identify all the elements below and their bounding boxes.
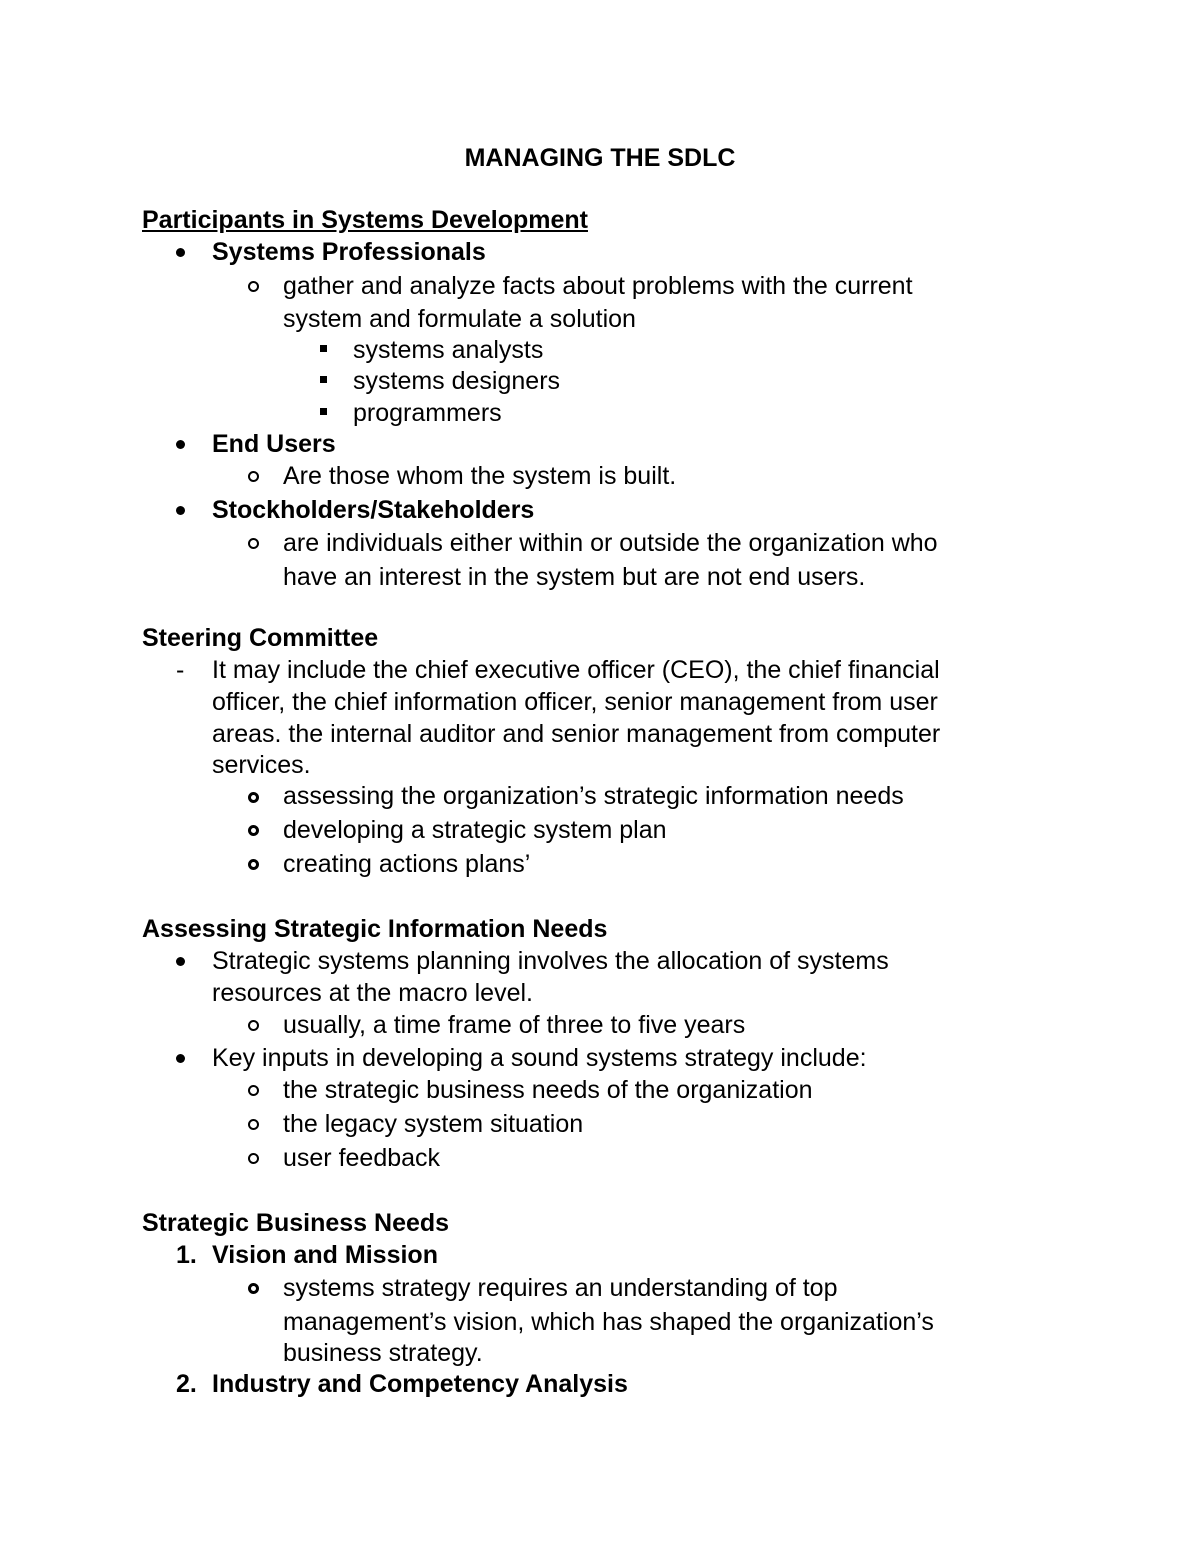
item-industry-competency: Industry and Competency Analysis [212, 1370, 628, 1398]
asn-sub-item: usually, a time frame of three to five years [283, 1011, 746, 1039]
asn-sub-item: the legacy system situation [283, 1110, 584, 1138]
vm-description-line2: management’s vision, which has shaped the organization’s [283, 1308, 934, 1336]
page-title: MANAGING THE SDLC [464, 144, 736, 172]
sc-paragraph-line1: It may include the chief executive officer (CEO), the chief financial [212, 656, 940, 684]
bullet-icon [176, 957, 185, 966]
sc-paragraph-line3: areas. the internal auditor and senior management from computer [212, 720, 941, 748]
circle-bullet-icon [248, 1119, 259, 1130]
asn-sub-item: the strategic business needs of the organization [283, 1076, 813, 1104]
role-item: systems analysts [353, 336, 544, 364]
circle-bullet-icon [248, 471, 259, 482]
dash-bullet: - [176, 656, 185, 684]
circle-bullet-icon [248, 1153, 259, 1164]
square-bullet-icon [320, 345, 327, 352]
circle-bullet-icon [248, 859, 259, 870]
heading-participants: Participants in Systems Development [142, 206, 588, 234]
bullet-icon [176, 506, 185, 515]
item-vision-mission: Vision and Mission [212, 1241, 438, 1269]
circle-bullet-icon [248, 825, 259, 836]
circle-bullet-icon [248, 1020, 259, 1031]
square-bullet-icon [320, 376, 327, 383]
circle-bullet-icon [248, 1283, 259, 1294]
circle-bullet-icon [248, 1085, 259, 1096]
sp-description-line2: system and formulate a solution [283, 305, 636, 333]
sc-item: assessing the organization’s strategic information needs [283, 782, 904, 810]
asn-bullet1-line1: Strategic systems planning involves the allocation of systems [212, 947, 889, 975]
eu-description: Are those whom the system is built. [283, 462, 677, 490]
asn-sub-item: user feedback [283, 1144, 441, 1172]
sp-description-line1: gather and analyze facts about problems with the current [283, 272, 913, 300]
heading-steering-committee: Steering Committee [142, 624, 379, 652]
sc-item: developing a strategic system plan [283, 816, 667, 844]
heading-assessing-needs: Assessing Strategic Information Needs [142, 915, 608, 943]
circle-bullet-icon [248, 281, 259, 292]
sc-paragraph-line4: services. [212, 751, 311, 779]
list-number: 2. [176, 1370, 197, 1398]
sc-item: creating actions plans’ [283, 850, 531, 878]
item-end-users: End Users [212, 430, 336, 458]
vm-description-line1: systems strategy requires an understanding of top [283, 1274, 838, 1302]
asn-bullet2: Key inputs in developing a sound systems strategy include: [212, 1044, 867, 1072]
bullet-icon [176, 248, 185, 257]
square-bullet-icon [320, 408, 327, 415]
sh-description-line2: have an interest in the system but are not end users. [283, 563, 866, 591]
asn-bullet1-line2: resources at the macro level. [212, 979, 533, 1007]
sh-description-line1: are individuals either within or outside the organization who [283, 529, 938, 557]
role-item: systems designers [353, 367, 561, 395]
list-number: 1. [176, 1241, 197, 1269]
item-systems-professionals: Systems Professionals [212, 238, 486, 266]
role-item: programmers [353, 399, 502, 427]
circle-bullet-icon [248, 538, 259, 549]
heading-strategic-business-needs: Strategic Business Needs [142, 1209, 450, 1237]
bullet-icon [176, 1054, 185, 1063]
circle-bullet-icon [248, 792, 259, 803]
sc-paragraph-line2: officer, the chief information officer, senior management from user [212, 688, 938, 716]
vm-description-line3: business strategy. [283, 1339, 483, 1367]
item-stakeholders: Stockholders/Stakeholders [212, 496, 535, 524]
bullet-icon [176, 440, 185, 449]
